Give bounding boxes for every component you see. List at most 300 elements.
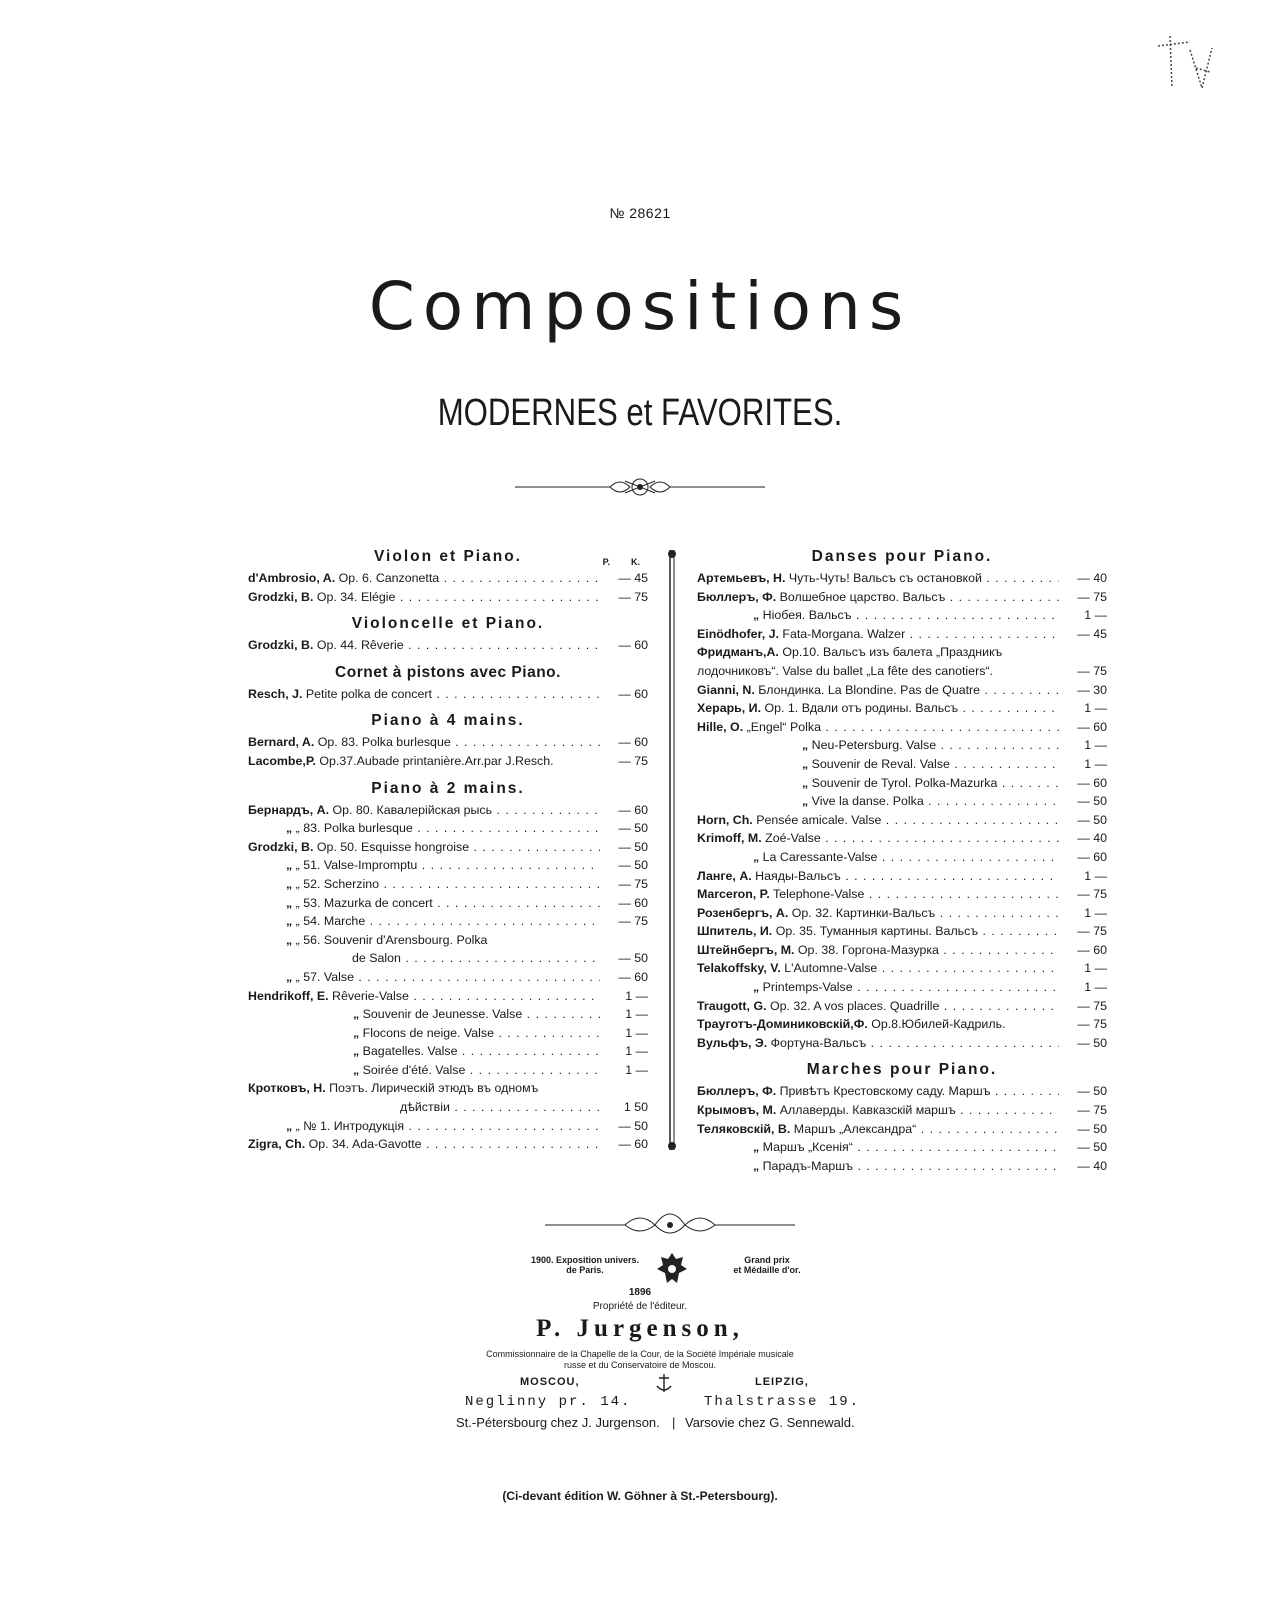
list-item (248, 1042, 648, 1061)
list-item (248, 569, 648, 588)
section-gap (697, 1175, 1107, 1181)
exposition-note: 1900. Exposition univers. de Paris. (530, 1255, 640, 1275)
list-item (697, 1120, 1107, 1139)
price: 1 — (625, 1062, 648, 1077)
list-item (697, 681, 1107, 700)
work-title: Op. 6. Canzonetta (338, 571, 440, 585)
list-item-text (697, 569, 1059, 588)
list-item-text (248, 1061, 600, 1080)
work-title: Op.37.Aubade printanière.Arr.par J.Resch. (319, 753, 554, 768)
composer: Bernard, A. (248, 735, 315, 750)
work-title: Чуть-Чуть! Вальсъ съ остановкой (788, 571, 982, 585)
list-item (248, 588, 648, 607)
price: — 75 (618, 876, 648, 891)
composer: Артемьевъ, Н. (697, 571, 786, 585)
list-item (697, 606, 1107, 625)
composer: Hendrikoff, E. (248, 988, 329, 1003)
list-item-text (697, 978, 1059, 997)
price: 1 — (625, 988, 648, 1003)
price: — 60 (1077, 719, 1107, 734)
list-item (697, 959, 1107, 978)
price: — 50 (618, 858, 648, 873)
list-item-text (248, 588, 600, 607)
work-title: Op. 50. Esquisse hongroise (316, 839, 470, 854)
price: — 75 (1077, 663, 1107, 678)
price: — 75 (1077, 1017, 1107, 1032)
list-item-text (248, 569, 600, 588)
work-title: Op. 1. Вдали отъ родины. Вальсъ (764, 701, 959, 716)
list-item-text (248, 819, 600, 838)
work-title: „ 83. Polka burlesque (295, 821, 413, 836)
list-item-text (697, 1082, 1059, 1101)
list-item-text (248, 987, 600, 1006)
work-title: Zoé-Valse (765, 831, 821, 846)
composer: „ (753, 608, 760, 623)
list-item-text (697, 625, 1059, 644)
price: 1 — (1084, 608, 1107, 623)
price: 1 — (1084, 756, 1107, 771)
composer: Grodzki, B. (248, 638, 314, 653)
publisher-name: P. Jurgenson, (536, 1315, 744, 1342)
list-item (248, 912, 648, 931)
list-item (697, 885, 1107, 904)
work-title: Telephone-Valse (773, 887, 865, 902)
list-item (248, 875, 648, 894)
price (600, 931, 648, 950)
price: — 60 (1077, 942, 1107, 957)
price-header-r: P. (602, 557, 610, 567)
list-item-text (697, 997, 1059, 1016)
composer: Traugott, G. (697, 998, 767, 1013)
composer: Бюллеръ, Ф. (697, 589, 777, 604)
list-item (248, 931, 648, 950)
work-title: Поэтъ. Лирическій этюдъ въ одномъ (329, 1081, 539, 1096)
address-moscow: Neglinny pr. 14. (465, 1394, 632, 1410)
composer: „ (286, 858, 293, 873)
left-column (248, 545, 648, 1160)
list-item (697, 1034, 1107, 1053)
work-title: Pensée amicale. Valse (756, 812, 882, 827)
list-item-text (697, 699, 1059, 718)
list-item (697, 978, 1107, 997)
work-title: Маршъ „Александра“ (793, 1121, 917, 1136)
page-subtitle: MODERNES et FAVORITES. (437, 392, 843, 434)
price: — 75 (1077, 887, 1107, 902)
list-item-text (248, 1005, 600, 1024)
list-item-text (697, 811, 1059, 830)
list-item (697, 588, 1107, 607)
list-item (248, 838, 648, 857)
list-item-text (697, 774, 1059, 793)
composer: „ (286, 969, 293, 984)
ornament-divider (515, 472, 765, 502)
work-title: Souvenir de Jeunesse. Valse (362, 1007, 523, 1022)
list-item (248, 819, 648, 838)
work-title: Bagatelles. Valse (362, 1044, 458, 1059)
work-title: Op. 34. Elégie (316, 589, 396, 604)
list-item (697, 1138, 1107, 1157)
list-item (697, 662, 1107, 681)
price: 1 — (625, 1007, 648, 1022)
list-item-text (248, 1117, 600, 1136)
work-title: Волшебное царство. Вальсъ (779, 589, 946, 604)
composer: Grodzki, B. (248, 589, 314, 604)
list-item-text (697, 904, 1059, 923)
list-item (697, 699, 1107, 718)
list-item (697, 1101, 1107, 1120)
composer: Крымовъ, М. (697, 1103, 777, 1118)
composer: Horn, Ch. (697, 812, 753, 827)
list-item (697, 829, 1107, 848)
work-title: Vive la danse. Polka (811, 794, 924, 809)
list-item (697, 718, 1107, 737)
section-heading: Cornet à pistons avec Piano. (335, 663, 561, 681)
price: — 50 (1077, 1140, 1107, 1155)
list-item-text (697, 829, 1059, 848)
list-item-text (697, 848, 1059, 867)
work-title: L'Automne-Valse (784, 961, 878, 976)
composer: „ (802, 775, 809, 790)
grand-prix-note: Grand prix et Médaille d'or. (733, 1255, 801, 1275)
list-item-text (697, 755, 1059, 774)
price: 1 — (1084, 738, 1107, 753)
composer: Бюллеръ, Ф. (697, 1084, 777, 1099)
work-title: Printemps-Valse (762, 980, 853, 995)
composer: „ (802, 756, 809, 771)
work-title: Soirée d'été. Valse (362, 1062, 466, 1077)
price: — 50 (618, 951, 648, 966)
list-item (697, 941, 1107, 960)
section-heading: Violoncelle et Piano. (351, 615, 545, 633)
composer: „ (353, 1044, 360, 1059)
list-item (248, 1098, 648, 1117)
price: — 45 (1077, 626, 1107, 641)
price: — 40 (1077, 1158, 1107, 1173)
list-item (248, 987, 648, 1006)
list-item (248, 636, 648, 655)
list-item-text (248, 875, 600, 894)
composer: Resch, J. (248, 686, 303, 701)
list-item-text (697, 643, 1059, 662)
list-item (697, 922, 1107, 941)
list-item (697, 755, 1107, 774)
list-item-text (697, 662, 1059, 681)
price: 1 — (625, 1025, 648, 1040)
list-item (248, 1061, 648, 1080)
composer: Zigra, Ch. (248, 1137, 306, 1152)
list-item (248, 856, 648, 875)
section-heading: Piano à 4 mains. (371, 712, 525, 730)
list-item (697, 643, 1107, 662)
list-item (697, 792, 1107, 811)
work-title: Neu-Petersburg. Valse (811, 738, 937, 753)
commissionnaire-note: Commissionnaire de la Chapelle de la Cour, de la Société Impériale musicale russe et du Conservatoire de Moscou. (486, 1349, 794, 1370)
handwritten-mark (1150, 28, 1220, 98)
list-item-text (248, 1042, 600, 1061)
composer: „ (286, 914, 293, 929)
price: — 75 (618, 914, 648, 929)
work-title: Souvenir de Tyrol. Polka-Mazurka (811, 775, 998, 790)
composer: Штейнбергъ, М. (697, 942, 795, 957)
work-title: Op.10. Вальсъ изъ балета „Праздникъ (782, 645, 1003, 660)
composer: „ (753, 1158, 760, 1173)
composer: „ (286, 895, 293, 910)
work-title: Привѣтъ Крестовскому саду. Маршъ (779, 1084, 991, 1099)
price: — 75 (618, 589, 648, 604)
price: 1 — (625, 1044, 648, 1059)
city-moscow: MOSCOU, (520, 1376, 580, 1388)
list-item (697, 1015, 1107, 1034)
composer: Вульфъ, Э. (697, 1035, 768, 1050)
work-title: Fata-Morgana. Walzer (782, 626, 906, 641)
list-item (697, 997, 1107, 1016)
list-item-text (248, 856, 600, 875)
composer: Lacombe,P. (248, 753, 316, 768)
composer: Розенбергъ, А. (697, 905, 789, 920)
list-item-text (697, 718, 1059, 737)
list-item (248, 1117, 648, 1136)
price (600, 1079, 648, 1098)
list-item-text (697, 1120, 1059, 1139)
price: — 75 (618, 753, 648, 768)
composer: „ (802, 794, 809, 809)
price: — 30 (1077, 682, 1107, 697)
price: — 50 (1077, 812, 1107, 827)
work-title: дѣйствіи (400, 1100, 450, 1115)
price: — 60 (618, 969, 648, 984)
list-item (248, 968, 648, 987)
propriete-note: Propriété de l'éditeur. (592, 1301, 688, 1312)
composer: Фридманъ,А. (697, 645, 779, 660)
work-title: „ 56. Souvenir d'Arensbourg. Polka (295, 932, 488, 947)
price: — 75 (1077, 1103, 1107, 1118)
price: 1 — (1084, 701, 1107, 716)
anchor-icon (655, 1372, 673, 1394)
list-item-text (697, 1157, 1059, 1176)
price: — 60 (618, 638, 648, 653)
list-item-text (248, 894, 600, 913)
work-title: лодочниковъ“. Valse du ballet „La fête des canotiers“. (697, 663, 993, 678)
ci-devant-note: (Ci-devant édition W. Göhner à St.-Petersbourg). (502, 1489, 778, 1503)
list-item-text (697, 1015, 1059, 1034)
list-item-text (248, 1135, 600, 1154)
price: — 60 (1077, 775, 1107, 790)
list-item-text (248, 949, 600, 968)
price: 1 50 (623, 1100, 648, 1115)
work-title: Блондинка. La Blondine. Pas de Quatre (758, 682, 981, 697)
composer: „ (286, 821, 293, 836)
list-item (697, 569, 1107, 588)
list-item-text (248, 733, 600, 752)
year: 1896 (628, 1287, 652, 1298)
composer: „ (353, 1062, 360, 1077)
composer: „ (353, 1025, 360, 1040)
work-title: „ 57. Valse (295, 969, 354, 984)
list-item-text (248, 801, 600, 820)
composer: Einödhofer, J. (697, 626, 779, 641)
list-item-text (697, 606, 1059, 625)
work-title: Op. 44. Rêverie (316, 638, 404, 653)
composer: „ (802, 738, 809, 753)
list-item-text (697, 792, 1059, 811)
price: — 75 (1077, 589, 1107, 604)
work-title: Маршъ „Ксенія“ (762, 1140, 853, 1155)
price: — 40 (1077, 571, 1107, 585)
composer: Трауготъ-Доминиковскій,Ф. (697, 1017, 868, 1032)
work-title: Op. 35. Туманныя картины. Вальсъ (775, 924, 979, 939)
page-title: Compositions (368, 268, 912, 345)
composer: Grodzki, B. (248, 839, 314, 854)
list-item-text (697, 922, 1059, 941)
price: 1 — (1084, 905, 1107, 920)
price: — 60 (1077, 849, 1107, 864)
list-item (248, 685, 648, 704)
list-item (697, 811, 1107, 830)
work-title: „ 52. Scherzino (295, 876, 379, 891)
composer: „ (286, 932, 293, 947)
work-title: Op. 34. Ada-Gavotte (308, 1137, 422, 1152)
price: 1 — (1084, 868, 1107, 883)
section-heading: Violon et Piano. (374, 548, 522, 565)
composer: Krimoff, M. (697, 831, 762, 846)
price (1059, 643, 1107, 662)
price: 1 — (1084, 961, 1107, 976)
list-item-text (248, 931, 600, 950)
work-title: „Engel“ Polka (746, 719, 821, 734)
work-title: La Caressante-Valse (762, 849, 878, 864)
list-item-text (697, 1034, 1059, 1053)
list-item-text (697, 736, 1059, 755)
price: — 45 (618, 571, 648, 585)
composer: Шпитель, И. (697, 924, 773, 939)
composer: „ (753, 980, 760, 995)
work-title: „ 54. Marche (295, 914, 366, 929)
list-item-text (248, 968, 600, 987)
composer: Кротковъ, Н. (248, 1081, 326, 1096)
composer: Теляковскій, В. (697, 1121, 791, 1136)
section-gap (248, 1154, 648, 1160)
price: — 50 (618, 839, 648, 854)
list-item (697, 867, 1107, 886)
list-item-text (697, 867, 1059, 886)
column-divider (665, 540, 679, 1160)
list-item-text (697, 588, 1059, 607)
list-item (248, 1079, 648, 1098)
work-title: Op. 32. A vos places. Quadrille (769, 998, 940, 1013)
price: — 60 (618, 735, 648, 750)
work-title: Souvenir de Reval. Valse (811, 756, 950, 771)
composer: „ (286, 876, 293, 891)
list-item (697, 774, 1107, 793)
work-title: „ № 1. Интродукція (295, 1118, 405, 1133)
price-header-k: K. (631, 557, 640, 567)
list-item-text (248, 752, 600, 771)
section-heading: Danses pour Piano. (811, 548, 993, 565)
work-title: Фортуна-Вальсъ (770, 1035, 867, 1050)
agent-separator: | (672, 1415, 676, 1430)
work-title: Op. 83. Polka burlesque (317, 735, 451, 750)
work-title: „ 51. Valse-Impromptu (295, 858, 418, 873)
list-item (697, 1082, 1107, 1101)
price: — 50 (618, 821, 648, 836)
price: — 60 (618, 895, 648, 910)
composer: „ (753, 849, 760, 864)
list-item (697, 848, 1107, 867)
composer: Marceron, P. (697, 887, 770, 902)
list-item (248, 752, 648, 771)
list-item-text (248, 1098, 600, 1117)
price: — 60 (618, 1137, 648, 1152)
work-title: Аллаверды. Кавказскій маршъ (779, 1103, 956, 1118)
list-item-text (697, 959, 1059, 978)
work-title: Парадъ-Маршъ (762, 1158, 853, 1173)
list-item (248, 1024, 648, 1043)
list-item-text (248, 636, 600, 655)
work-title: Op. 80. Кавалерійская рысь (332, 802, 493, 817)
list-item (248, 1135, 648, 1154)
price: — 50 (1077, 1121, 1107, 1136)
price: — 50 (618, 1118, 648, 1133)
price: 1 — (1084, 980, 1107, 995)
work-title: „ 53. Mazurka de concert (295, 895, 433, 910)
work-title: Op. 38. Горгона-Мазурка (797, 942, 939, 957)
work-title: Flocons de neige. Valse (362, 1025, 494, 1040)
list-item (248, 949, 648, 968)
list-item (697, 904, 1107, 923)
composer: Херарь, И. (697, 701, 762, 716)
right-column (697, 545, 1107, 1181)
list-item-text (697, 1101, 1059, 1120)
list-item (248, 1005, 648, 1024)
list-item-text (248, 912, 600, 931)
composer: „ (286, 1118, 293, 1133)
composer: „ (353, 1007, 360, 1022)
price: — 50 (1077, 1084, 1107, 1099)
composer: Бернардъ, А. (248, 802, 330, 817)
list-item (248, 801, 648, 820)
agent-warsaw: Varsovie chez G. Sennewald. (685, 1415, 855, 1430)
imperial-eagle-icon (653, 1249, 691, 1291)
price: — 60 (618, 802, 648, 817)
list-item-text (697, 1138, 1059, 1157)
composer: „ (753, 1140, 760, 1155)
work-title: Наяды-Вальсъ (755, 868, 841, 883)
list-item (697, 736, 1107, 755)
list-item (697, 1157, 1107, 1176)
work-title: Rêverie-Valse (332, 988, 409, 1003)
list-item-text (697, 885, 1059, 904)
price: — 75 (1077, 924, 1107, 939)
section-heading: Piano à 2 mains. (371, 779, 525, 797)
list-item-text (248, 1079, 600, 1098)
work-title: Ніобея. Вальсъ (762, 608, 852, 623)
city-leipzig: LEIPZIG, (755, 1376, 809, 1388)
composer: Ланге, А. (697, 868, 752, 883)
work-title: de Salon (352, 951, 401, 966)
composer: Telakoffsky, V. (697, 961, 781, 976)
price: — 60 (618, 686, 648, 701)
list-item-text (697, 941, 1059, 960)
address-leipzig: Thalstrasse 19. (704, 1394, 861, 1410)
price: — 50 (1077, 794, 1107, 809)
list-item-text (697, 681, 1059, 700)
ornament-divider-bottom (545, 1203, 795, 1243)
list-item-text (248, 1024, 600, 1043)
price: — 40 (1077, 831, 1107, 846)
list-item (248, 894, 648, 913)
work-title: Op.8.Юбилей-Кадриль. (871, 1017, 1006, 1032)
list-item (248, 733, 648, 752)
